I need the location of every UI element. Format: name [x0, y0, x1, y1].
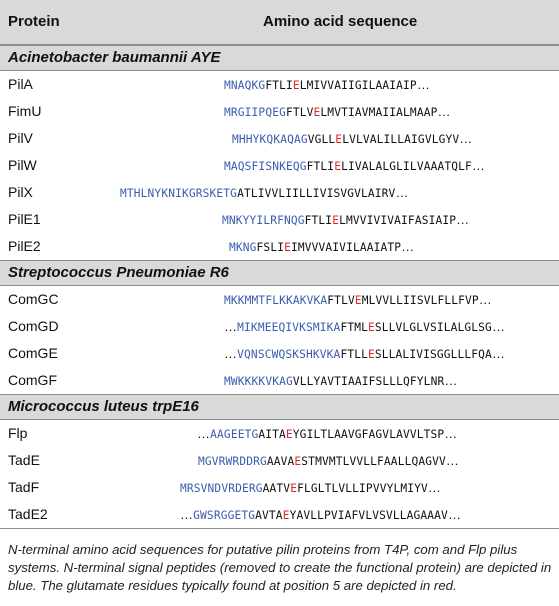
table-header	[0, 0, 559, 45]
mature-segment: FTLV	[285, 106, 314, 119]
amino-acid-sequence	[224, 158, 485, 173]
trailing-ellipsis: …	[459, 131, 473, 146]
amino-acid-sequence	[180, 507, 461, 522]
table-row	[0, 206, 559, 233]
glutamate-residue: E	[284, 241, 291, 254]
leading-ellipsis: …	[224, 319, 238, 334]
trailing-ellipsis: …	[471, 158, 486, 173]
mature-segment: ATLIVVLIILLIVISVGVLAIRV	[237, 187, 396, 200]
mature-segment: VLLYAVTIAAIFSLLLQFYLNR	[292, 375, 445, 388]
protein-column-header: Protein	[8, 13, 60, 30]
trailing-ellipsis: …	[444, 373, 458, 388]
trailing-ellipsis: …	[416, 77, 430, 92]
trailing-ellipsis: …	[444, 426, 458, 441]
mature-segment: FTLV	[327, 294, 355, 307]
signal-peptide: MAQSFISNKEQG	[224, 160, 307, 173]
section-header	[0, 260, 559, 286]
protein-name: PilX	[8, 184, 33, 200]
table-row	[0, 71, 559, 98]
glutamate-residue: E	[285, 428, 293, 441]
signal-peptide: MNKYYILRFNQG	[222, 214, 305, 227]
signal-peptide: MHHYKQKAQAG	[232, 133, 308, 146]
table-row	[0, 179, 559, 206]
signal-peptide: GWSRGGETG	[193, 509, 256, 522]
signal-peptide: MGVRWRDDRG	[198, 455, 267, 468]
amino-acid-sequence	[197, 426, 457, 441]
section-title: Acinetobacter baumannii AYE	[8, 49, 221, 66]
signal-peptide: MRGIIPQEG	[224, 106, 286, 119]
amino-acid-sequence	[224, 104, 451, 119]
protein-name: PilA	[8, 76, 33, 92]
mature-segment: AAVA	[266, 455, 295, 468]
section-header	[0, 45, 559, 71]
amino-acid-sequence	[198, 453, 459, 468]
signal-peptide: MRSVNDVRDERG	[180, 482, 263, 495]
leading-ellipsis: …	[224, 346, 238, 361]
glutamate-residue: E	[335, 133, 343, 146]
trailing-ellipsis: …	[491, 346, 506, 361]
table-row	[0, 286, 559, 313]
signal-peptide: MWKKKKVKAG	[224, 375, 293, 388]
mature-segment-tail: IMVVVAIVILAAIATP	[290, 241, 402, 254]
table-row	[0, 420, 559, 447]
mature-segment: AVTA	[255, 509, 283, 522]
mature-segment-tail: FLGLTLVLLIPVVYLMIYV	[297, 482, 428, 495]
protein-name: ComGE	[8, 345, 58, 361]
leading-ellipsis: …	[197, 426, 211, 441]
mature-segment-tail: LMIVVAIIGILAAIAIP	[299, 79, 417, 92]
mature-segment-tail: LMVTIAVMAIIALMAAP	[320, 106, 438, 119]
table-bottom-rule	[0, 528, 559, 529]
signal-peptide: VQNSCWQSKSHKVKA	[237, 348, 341, 361]
glutamate-residue: E	[294, 455, 302, 468]
protein-name: TadF	[8, 479, 40, 495]
protein-name: PilW	[8, 157, 37, 173]
signal-peptide: MNAQKG	[224, 79, 266, 92]
table-row	[0, 501, 559, 528]
protein-name: PilV	[8, 130, 33, 146]
glutamate-residue: E	[368, 321, 375, 334]
mature-segment: AATV	[262, 482, 291, 495]
signal-peptide: MKKMMTFLKKAKVKA	[224, 294, 328, 307]
mature-segment: FTML	[340, 321, 368, 334]
mature-segment-tail: SLLALIVISGGLLLFQA	[374, 348, 492, 361]
table-row	[0, 340, 559, 367]
protein-name: PilE1	[8, 211, 41, 227]
protein-name: Flp	[8, 425, 28, 441]
signal-peptide: AAGEETG	[210, 428, 259, 441]
mature-segment: AITA	[258, 428, 286, 441]
mature-segment-tail: STMVMTLVVLLFAALLQAGVV	[301, 455, 446, 468]
protein-name: FimU	[8, 103, 42, 119]
section-title: Streptococcus Pneumoniae R6	[8, 264, 229, 281]
trailing-ellipsis: …	[445, 453, 460, 468]
amino-acid-sequence	[180, 480, 441, 495]
glutamate-residue: E	[354, 294, 362, 307]
glutamate-residue: E	[334, 160, 342, 173]
table-row	[0, 313, 559, 340]
protein-name: ComGC	[8, 291, 59, 307]
trailing-ellipsis: …	[395, 185, 409, 200]
section-header	[0, 394, 559, 420]
section-title: Micrococcus luteus trpE16	[8, 398, 199, 415]
trailing-ellipsis: …	[401, 239, 415, 254]
mature-segment-tail: SLLVLGLVSILALGLSG	[374, 321, 492, 334]
table-row	[0, 125, 559, 152]
mature-segment-tail: LMVVIVIVAIFASIAIP	[339, 214, 457, 227]
glutamate-residue: E	[368, 348, 375, 361]
amino-acid-sequence	[232, 131, 472, 146]
amino-acid-sequence	[222, 212, 469, 227]
mature-segment-tail: MLVVLLIISVLFLLFVP	[361, 294, 479, 307]
glutamate-residue: E	[292, 79, 300, 92]
table-row	[0, 233, 559, 260]
trailing-ellipsis: …	[447, 507, 462, 522]
trailing-ellipsis: …	[478, 292, 492, 307]
mature-segment: FTLL	[340, 348, 368, 361]
table-caption: N-terminal amino acid sequences for putative pilin proteins from T4P, com and Flp pilus systems. N-terminal signal peptides (removed to create the functional protein) are depicted in blue. The glutamate residues typically found at position 5 are depicted in red.	[8, 542, 552, 593]
protein-name: TadE2	[8, 506, 48, 522]
amino-acid-sequence	[120, 185, 409, 200]
protein-name: ComGF	[8, 372, 57, 388]
amino-acid-sequence	[224, 77, 430, 92]
glutamate-residue: E	[332, 214, 340, 227]
amino-acid-sequence	[224, 292, 492, 307]
table-row	[0, 152, 559, 179]
amino-acid-sequence	[224, 373, 458, 388]
mature-segment: VGLL	[307, 133, 336, 146]
signal-peptide: MTHLNYKNIKGRSKETG	[120, 187, 238, 200]
mature-segment-tail: YGILTLAAVGFAGVLAVVLTSP	[292, 428, 445, 441]
signal-peptide: MKNG	[229, 241, 257, 254]
mature-segment: FTLI	[265, 79, 293, 92]
leading-ellipsis: …	[180, 507, 194, 522]
mature-segment: FTLI	[304, 214, 333, 227]
amino-acid-sequence	[229, 239, 414, 254]
mature-segment-tail: YAVLLPVIAFVLVSVLLAGAAAV	[289, 509, 448, 522]
glutamate-residue: E	[290, 482, 298, 495]
table-row	[0, 98, 559, 125]
table-body	[0, 45, 559, 528]
amino-acid-sequence	[224, 346, 505, 361]
sequence-column-header: Amino acid sequence	[263, 13, 418, 30]
protein-name: ComGD	[8, 318, 59, 334]
protein-name: PilE2	[8, 238, 41, 254]
mature-segment: FSLI	[256, 241, 285, 254]
trailing-ellipsis: …	[491, 319, 506, 334]
trailing-ellipsis: …	[437, 104, 451, 119]
mature-segment: FTLI	[306, 160, 335, 173]
mature-segment-tail: LIVALALGLILVAAATQLF	[341, 160, 472, 173]
signal-peptide: MIKMEEQIVKSMIKA	[237, 321, 341, 334]
glutamate-residue: E	[282, 509, 290, 522]
glutamate-residue: E	[313, 106, 321, 119]
table-row	[0, 367, 559, 394]
trailing-ellipsis: …	[427, 480, 442, 495]
trailing-ellipsis: …	[456, 212, 470, 227]
amino-acid-sequence	[224, 319, 505, 334]
table-row	[0, 474, 559, 501]
table-row	[0, 447, 559, 474]
mature-segment-tail: LVLVALILLAIGVLGYV	[342, 133, 460, 146]
protein-name: TadE	[8, 452, 40, 468]
